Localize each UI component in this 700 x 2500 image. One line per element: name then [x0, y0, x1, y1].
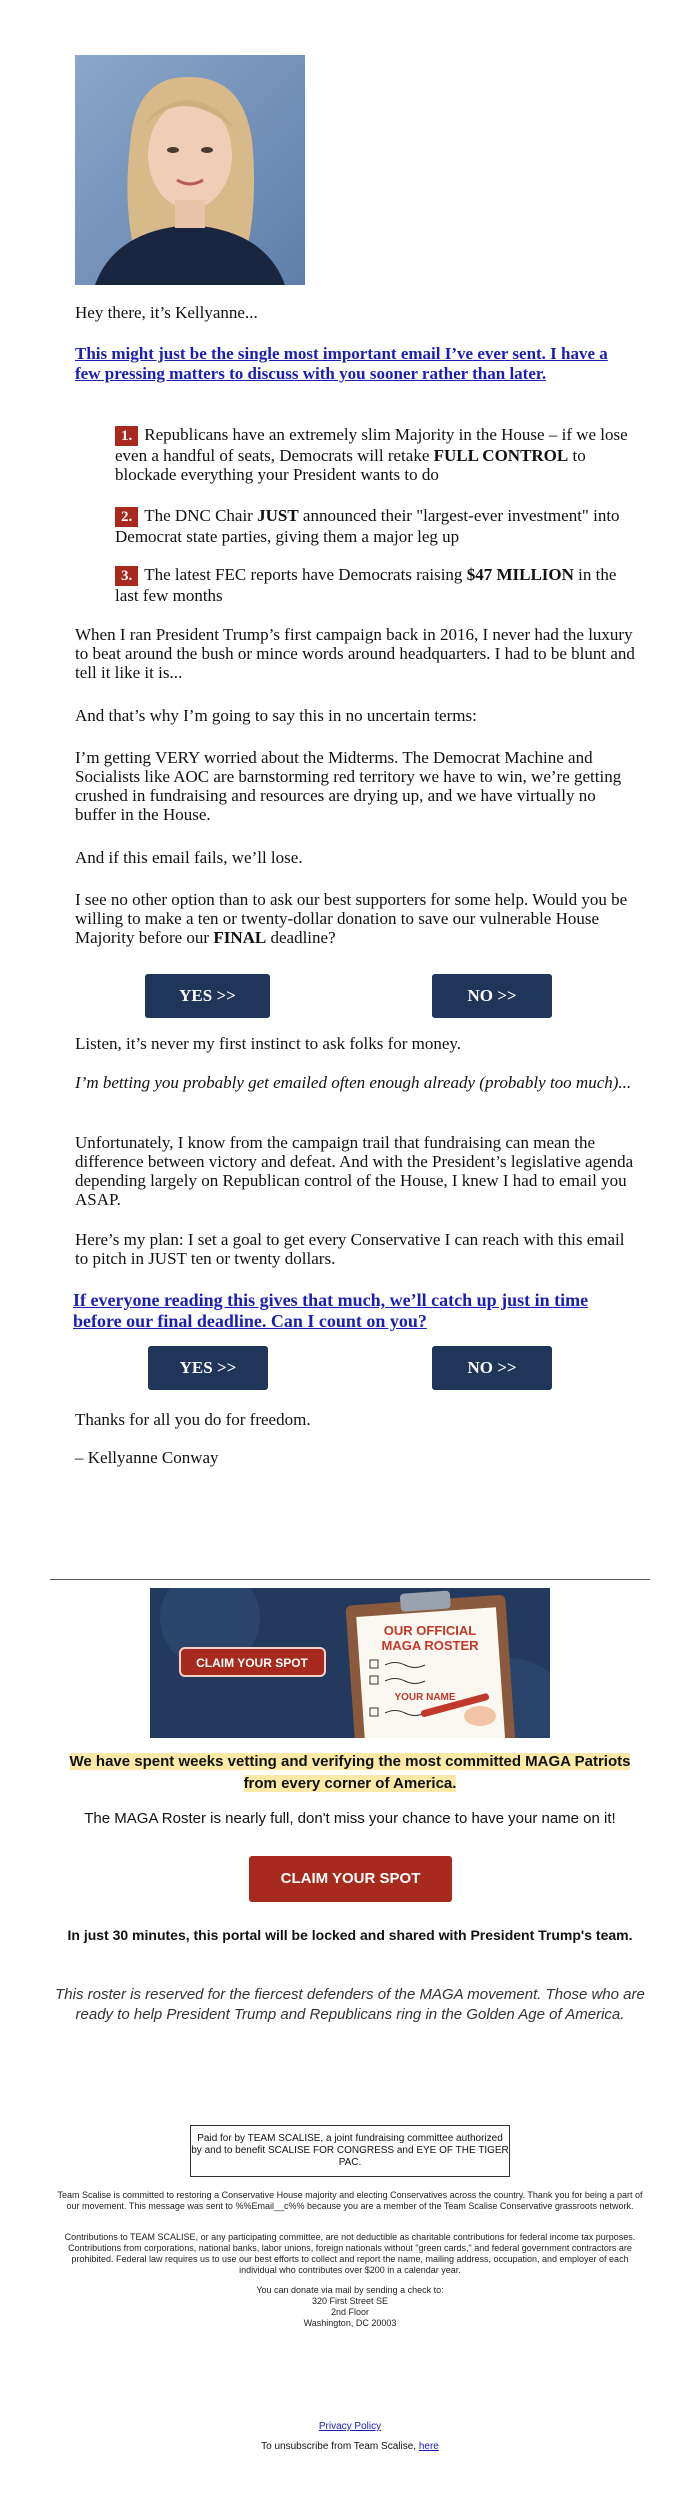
unsubscribe-line: To unsubscribe from Team Scalise, here [261, 2441, 439, 2452]
svg-text:YOUR NAME: YOUR NAME [394, 1692, 456, 1703]
yes-button-1[interactable]: YES >> [145, 974, 270, 1018]
paid-for-disclaimer [190, 2125, 510, 2177]
svg-text:CLAIM YOUR SPOT: CLAIM YOUR SPOT [196, 1656, 308, 1670]
paragraph-plan: Here’s my plan: I set a goal to get every Conservative I can reach with this email to pitch in JUST ten or twenty dollars. [75, 1230, 625, 1268]
paragraph-lose: And if this email fails, we’ll lose. [75, 848, 303, 867]
paragraph-ask: I see no other option than to ask our best supporters for some help. Would you be willing to make a ten or twenty-dollar donation to save our vulnerable House Majority before our FINAL deadline? [75, 890, 628, 947]
mail-intro: You can donate via mail by sending a check to: [256, 2285, 444, 2295]
paragraph-no-uncertain: And that’s why I’m going to say this in no uncertain terms: [75, 706, 477, 725]
claim-your-spot-button[interactable]: CLAIM YOUR SPOT [249, 1856, 452, 1902]
bullet-number: 1. [115, 426, 138, 446]
greeting: Hey there, it’s Kellyanne... [75, 303, 258, 322]
address-line-3: Washington, DC 20003 [303, 2318, 397, 2328]
paragraph-betting: I’m betting you probably get emailed often enough already (probably too much)... [75, 1073, 632, 1092]
fine-print-movement: Team Scalise is committed to restoring a Conservative House majority and electing Conservatives across the country. Thank you for being a part of our movement. This message was sent to %%Email__c%% because you are a member of the Team Scalise Conservative grassroots network. [57, 2190, 643, 2211]
address-line-2: 2nd Floor [330, 2307, 370, 2317]
paragraph-worried: I’m getting VERY worried about the Midterms. The Democrat Machine and Socialists like AOC are barnstorming red territory we have to win, we’re getting crushed in fundraising and resources are drying up, and we have virtually no buffer in the House. [75, 748, 622, 824]
thanks-text: Thanks for all you do for freedom. [75, 1410, 311, 1429]
svg-text:MAGA ROSTER: MAGA ROSTER [381, 1638, 479, 1653]
paragraph-instinct: Listen, it’s never my first instinct to ask folks for money. [75, 1034, 462, 1053]
fine-print-contributions: Contributions to TEAM SCALISE, or any participating committee, are not deductible as charitable contributions for federal income tax purposes. Contributions from corporations, national banks, labor unions, foreign nationals without "green cards," and federal government contractors are prohibited. Federal law requires us to use our best efforts to collect and report the name, mailing address, occupation, and employer of each individual who contributes over $200 in a calendar year. [64, 2232, 636, 2275]
bullet-number: 2. [115, 507, 138, 527]
maga-roster-banner[interactable] [150, 1588, 550, 1738]
portal-locked-text: In just 30 minutes, this portal will be locked and shared with President Trump's team. [67, 1927, 633, 1943]
kellyanne-portrait [75, 55, 305, 285]
bullet-3: 3. The latest FEC reports have Democrats raising $47 MILLION in the last few months [115, 565, 617, 605]
bullet-1: 1. Republicans have an extremely slim Majority in the House – if we lose even a handful of seats, Democrats will retake FULL CONTROL to blockade everything your President wants to do [115, 425, 628, 484]
paid-for-text: Paid for by TEAM SCALISE, a joint fundraising committee authorized by and to benefit SCALISE FOR CONGRESS and EYE OF THE TIGER PAC. [191, 2133, 509, 2168]
bullet-2: 2. The DNC Chair JUST announced their "largest-ever investment" into Democrat state parties, giving them a major leg up [115, 506, 620, 546]
headline-link[interactable]: This might just be the single most important email I’ve ever sent. I have a few pressing matters to discuss with you sooner rather than later. [75, 344, 608, 383]
paragraph-unfortunately: Unfortunately, I know from the campaign trail that fundraising can mean the difference between victory and defeat. And with the President’s legislative agenda depending largely on Republican control of the House, I knew I had to email you ASAP. [75, 1133, 634, 1209]
divider [50, 1579, 650, 1580]
bullet-number: 3. [115, 566, 138, 586]
roster-reserved-text: This roster is reserved for the fiercest defenders of the MAGA movement. Those who are ready to help President Trump and Republicans ring in the Golden Age of America. [55, 1986, 645, 2023]
yes-button-2[interactable]: YES >> [148, 1346, 268, 1390]
no-button-2[interactable]: NO >> [432, 1346, 552, 1390]
address-line-1: 320 First Street SE [311, 2296, 389, 2306]
svg-text:OUR OFFICIAL: OUR OFFICIAL [383, 1623, 477, 1638]
count-on-you-link[interactable]: If everyone reading this gives that much, we’ll catch up just in time before our final deadline. Can I count on you? [73, 1290, 589, 1331]
unsubscribe-link[interactable]: here [418, 2441, 439, 2452]
paragraph-campaign: When I ran President Trump’s first campaign back in 2016, I never had the luxury to beat around the bush or mince words around headquarters. I had to be blunt and tell it like it is... [75, 625, 635, 682]
roster-nearly-full: The MAGA Roster is nearly full, don't miss your chance to have your name on it! [84, 1810, 616, 1827]
privacy-policy-link[interactable]: Privacy Policy [318, 2421, 382, 2432]
signature: – Kellyanne Conway [75, 1448, 219, 1467]
vetting-highlight: We have spent weeks vetting and verifying the most committed MAGA Patriots from every corner of America. [69, 1753, 631, 1792]
no-button-1[interactable]: NO >> [432, 974, 552, 1018]
